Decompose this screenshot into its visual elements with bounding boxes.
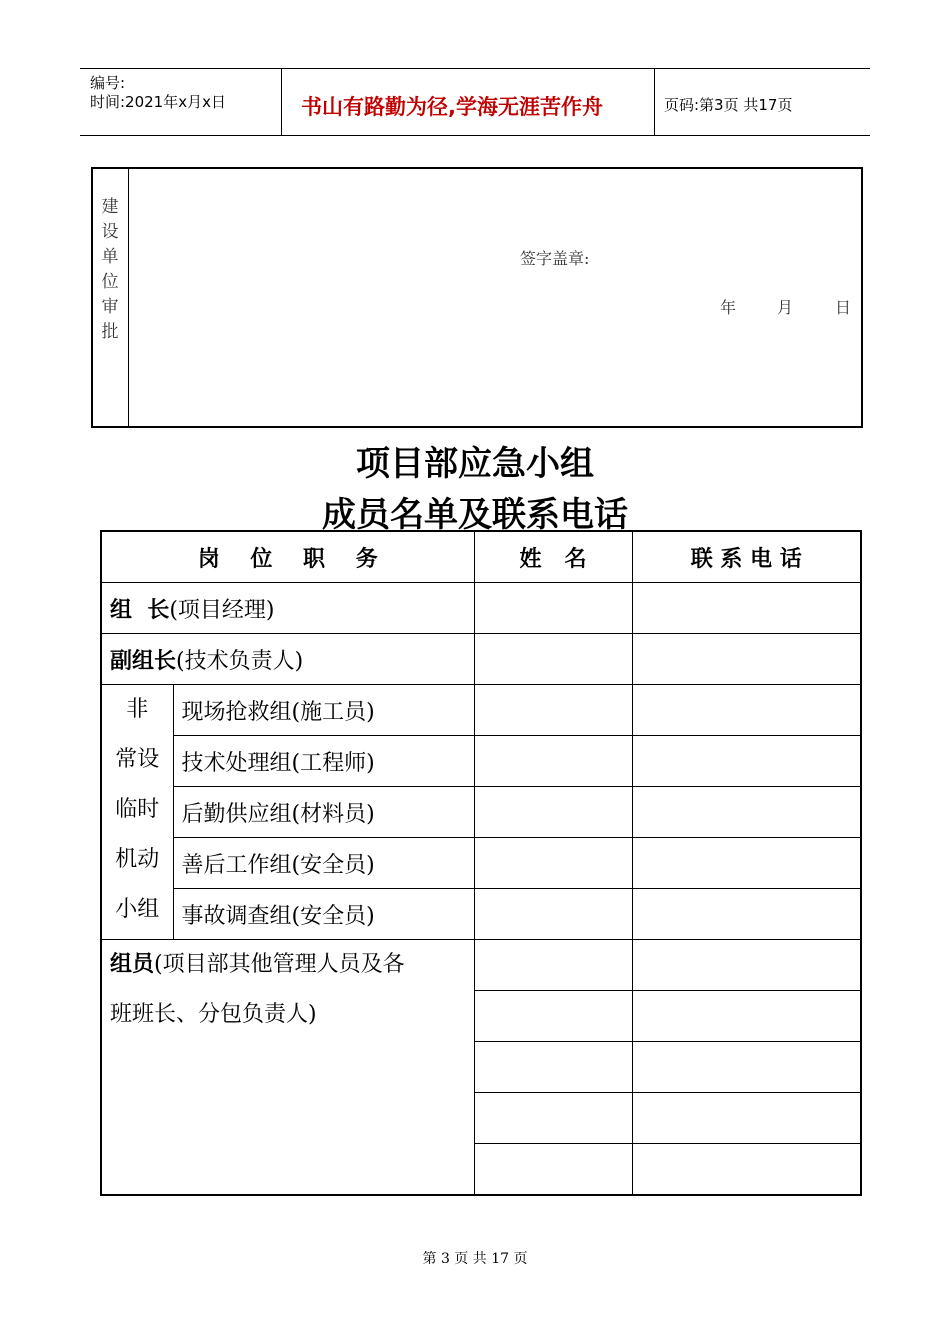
header-motto: 书山有路勤为径,学海无涯苦作舟 <box>301 95 603 119</box>
date-day: 日 <box>835 298 852 317</box>
header-phone: 联 系 电 话 <box>632 531 861 583</box>
signature-seal-label: 签字盖章: <box>520 249 590 268</box>
approval-inner-divider <box>128 169 129 426</box>
document-time-label: 时间:2021年x月x日 <box>90 93 226 111</box>
date-month: 月 <box>777 298 794 317</box>
phone-cell[interactable] <box>632 838 861 889</box>
name-cell[interactable] <box>474 1144 632 1195</box>
table-row <box>101 685 861 736</box>
phone-cell[interactable] <box>632 940 861 991</box>
name-cell[interactable] <box>474 634 632 685</box>
header-name: 姓 名 <box>474 531 632 583</box>
table-row <box>101 940 861 991</box>
table-row <box>101 736 861 787</box>
phone-cell[interactable] <box>632 991 861 1042</box>
page-title: 项目部应急小组 <box>356 444 594 484</box>
members-role: 组员(项目部其他管理人员及各 班班长、分包负责人) <box>101 940 474 1195</box>
table-row <box>101 889 861 940</box>
name-cell[interactable] <box>474 787 632 838</box>
subgroup-aftermath: 善后工作组(安全员) <box>173 838 474 889</box>
subgroup-investigation: 事故调查组(安全员) <box>173 889 474 940</box>
phone-cell[interactable] <box>632 1093 861 1144</box>
table-row <box>101 838 861 889</box>
header-bottom-rule <box>80 135 870 136</box>
name-cell[interactable] <box>474 685 632 736</box>
name-cell[interactable] <box>474 736 632 787</box>
table-row <box>101 583 861 634</box>
approval-side-label: 建 设 单 位 审 批 <box>101 197 119 342</box>
phone-cell[interactable] <box>632 583 861 634</box>
name-cell[interactable] <box>474 1042 632 1093</box>
row-deputy-role: 副组长(技术负责人) <box>101 634 474 685</box>
phone-cell[interactable] <box>632 889 861 940</box>
temporary-group-label: 非 常设 临时 机动 小组 <box>101 685 173 940</box>
approval-border <box>91 167 863 428</box>
subgroup-logistics: 后勤供应组(材料员) <box>173 787 474 838</box>
header-divider-left <box>281 68 282 136</box>
table-header-row <box>101 531 861 583</box>
subgroup-rescue: 现场抢救组(施工员) <box>173 685 474 736</box>
page-footer: 第 3 页 共 17 页 <box>422 1251 528 1267</box>
header-divider-right <box>654 68 655 136</box>
document-number-label: 编号: <box>90 74 126 92</box>
name-cell[interactable] <box>474 940 632 991</box>
phone-cell[interactable] <box>632 1042 861 1093</box>
header-top-rule <box>80 68 870 69</box>
phone-cell[interactable] <box>632 634 861 685</box>
subgroup-technical: 技术处理组(工程师) <box>173 736 474 787</box>
phone-cell[interactable] <box>632 685 861 736</box>
name-cell[interactable] <box>474 889 632 940</box>
page-number-info: 页码:第3页 共17页 <box>664 96 793 114</box>
name-cell[interactable] <box>474 1093 632 1144</box>
row-leader-role: 组 长(项目经理) <box>101 583 474 634</box>
phone-cell[interactable] <box>632 736 861 787</box>
phone-cell[interactable] <box>632 1144 861 1195</box>
table-row <box>101 787 861 838</box>
name-cell[interactable] <box>474 838 632 889</box>
name-cell[interactable] <box>474 991 632 1042</box>
emergency-team-table <box>100 530 862 1196</box>
page-subtitle: 成员名单及联系电话 <box>322 495 628 535</box>
name-cell[interactable] <box>474 583 632 634</box>
header-position: 岗 位 职 务 <box>101 531 474 583</box>
phone-cell[interactable] <box>632 787 861 838</box>
table-row <box>101 634 861 685</box>
date-year: 年 <box>720 298 737 317</box>
